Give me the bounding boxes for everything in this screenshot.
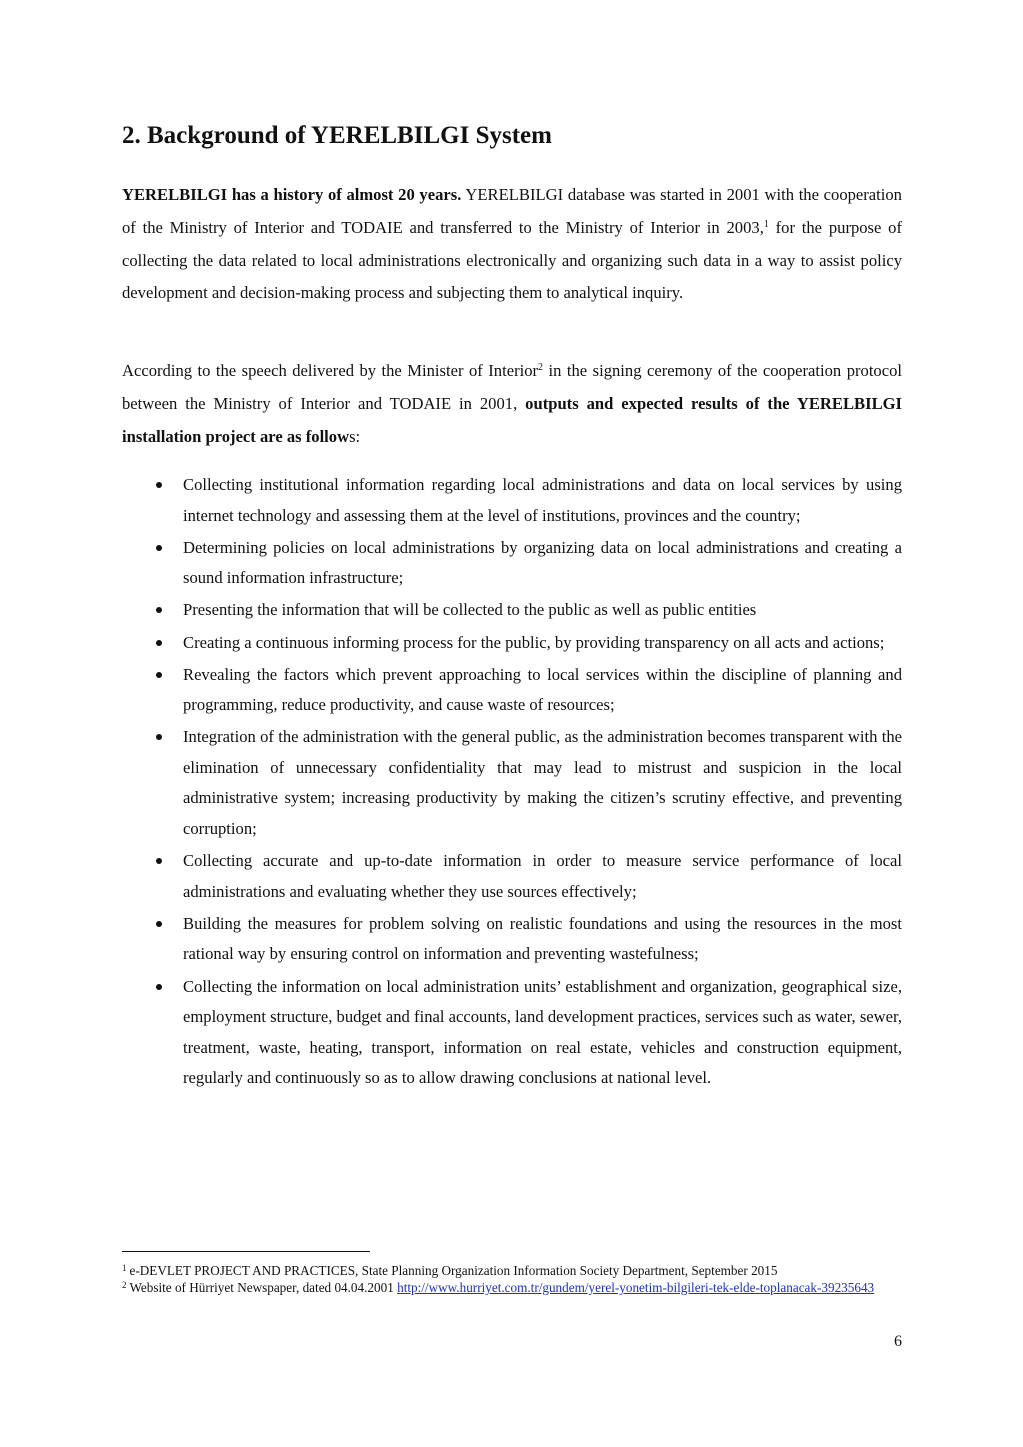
paragraph-speech bbox=[122, 355, 902, 453]
bullet-icon bbox=[156, 672, 162, 678]
footnote-ref-2[interactable]: 2 bbox=[538, 362, 544, 373]
paragraph-history-lead: YERELBILGI has a history of almost 20 years. bbox=[122, 185, 462, 204]
paragraph-speech-tail: s: bbox=[349, 426, 361, 446]
page-number: 6 bbox=[894, 1333, 902, 1350]
footnote-divider bbox=[122, 1251, 370, 1252]
list-item-text: Collecting the information on local administration units’ establishment and organization, geographical size, employment structure, budget and final accounts, land development practices, services such as water, sewer, treatment, waste, heating, transport, information on real estate, vehicles and construction equipment, regularly and continuously so as to allow drawing conclusions at national level. bbox=[183, 976, 902, 1087]
list-item-text: Collecting accurate and up-to-date information in order to measure service performance of local administrations and evaluating whether they use sources effectively; bbox=[183, 851, 902, 901]
list-item bbox=[122, 595, 902, 626]
bullet-icon bbox=[156, 734, 162, 740]
paragraph-speech-text-a: According to the speech delivered by the Minister of Interior bbox=[122, 361, 539, 380]
footnote-1 bbox=[122, 1262, 902, 1279]
paragraph-history-text-a: YERELBILGI database was started in 2001 with the cooperation of the Ministry of Interior and TODAIE and transferred to the Ministry of Interior in 2003, bbox=[122, 185, 902, 237]
bullet-icon bbox=[156, 984, 162, 990]
list-item-text: Collecting institutional information regarding local administrations and data on local services by using internet technology and assessing them at the level of institutions, provinces and the country; bbox=[183, 475, 902, 525]
section-heading: 2. Background of YERELBILGI System bbox=[122, 122, 552, 149]
outputs-list bbox=[122, 470, 902, 1095]
bullet-icon bbox=[156, 858, 162, 864]
bullet-icon bbox=[156, 921, 162, 927]
list-item bbox=[122, 909, 902, 970]
list-item-text: Creating a continuous informing process for the public, by providing transparency on all acts and actions; bbox=[183, 632, 885, 652]
list-item bbox=[122, 660, 902, 721]
list-item-text: Revealing the factors which prevent approaching to local services within the discipline of planning and programming, reduce productivity, and cause waste of resources; bbox=[183, 664, 902, 715]
list-item-text: Determining policies on local administrations by organizing data on local administrations and creating a sound information infrastructure; bbox=[183, 537, 902, 588]
bullet-icon bbox=[156, 545, 162, 551]
list-item bbox=[122, 972, 902, 1094]
bullet-icon bbox=[156, 482, 162, 488]
paragraph-history-text-b: for the purpose of collecting the data related to local administrations electronically and organizing such data in a way to assist policy development and decision-making process and subjecting them to analytical inquiry. bbox=[122, 217, 902, 303]
footnote-2 bbox=[122, 1279, 902, 1296]
paragraph-speech-text-b: in the signing ceremony of the cooperation protocol between the Ministry of Interior and TODAIE in 2001, bbox=[122, 361, 902, 413]
list-item-text: Integration of the administration with the general public, as the administration becomes transparent with the elimination of unnecessary confidentiality that may lead to mistrust and suspicion in the local administrative system; increasing productivity by making the citizen’s scrutiny effective, and preventing corruption; bbox=[183, 727, 902, 838]
list-item-text: Building the measures for problem solving on realistic foundations and using the resources in the most rational way by ensuring control on information and preventing wastefulness; bbox=[183, 913, 902, 964]
list-item bbox=[122, 846, 902, 907]
bullet-icon bbox=[156, 640, 162, 646]
footnote-text: Website of Hürriyet Newspaper, dated 04.04.2001 bbox=[129, 1280, 398, 1295]
footnotes bbox=[122, 1262, 902, 1296]
list-item bbox=[122, 628, 902, 659]
list-item-text: Presenting the information that will be collected to the public as well as public entities bbox=[183, 600, 757, 620]
paragraph-speech-bold: outputs and expected results of the YERELBILGI installation project are as follow bbox=[122, 393, 903, 446]
list-item bbox=[122, 470, 902, 531]
bullet-icon bbox=[156, 607, 162, 613]
footnote-text: e-DEVLET PROJECT AND PRACTICES, State Planning Organization Information Society Department, September 2015 bbox=[129, 1263, 778, 1278]
hurriyet-link[interactable]: http://www.hurriyet.com.tr/gundem/yerel-yonetim-bilgileri-tek-elde-toplanacak-39235643 bbox=[397, 1280, 875, 1295]
list-item bbox=[122, 722, 902, 844]
footnote-number: 1 bbox=[122, 1263, 127, 1273]
footnote-ref-1[interactable]: 1 bbox=[763, 218, 769, 230]
paragraph-history bbox=[122, 179, 902, 310]
footnote-number: 2 bbox=[122, 1280, 127, 1290]
list-item bbox=[122, 533, 902, 594]
